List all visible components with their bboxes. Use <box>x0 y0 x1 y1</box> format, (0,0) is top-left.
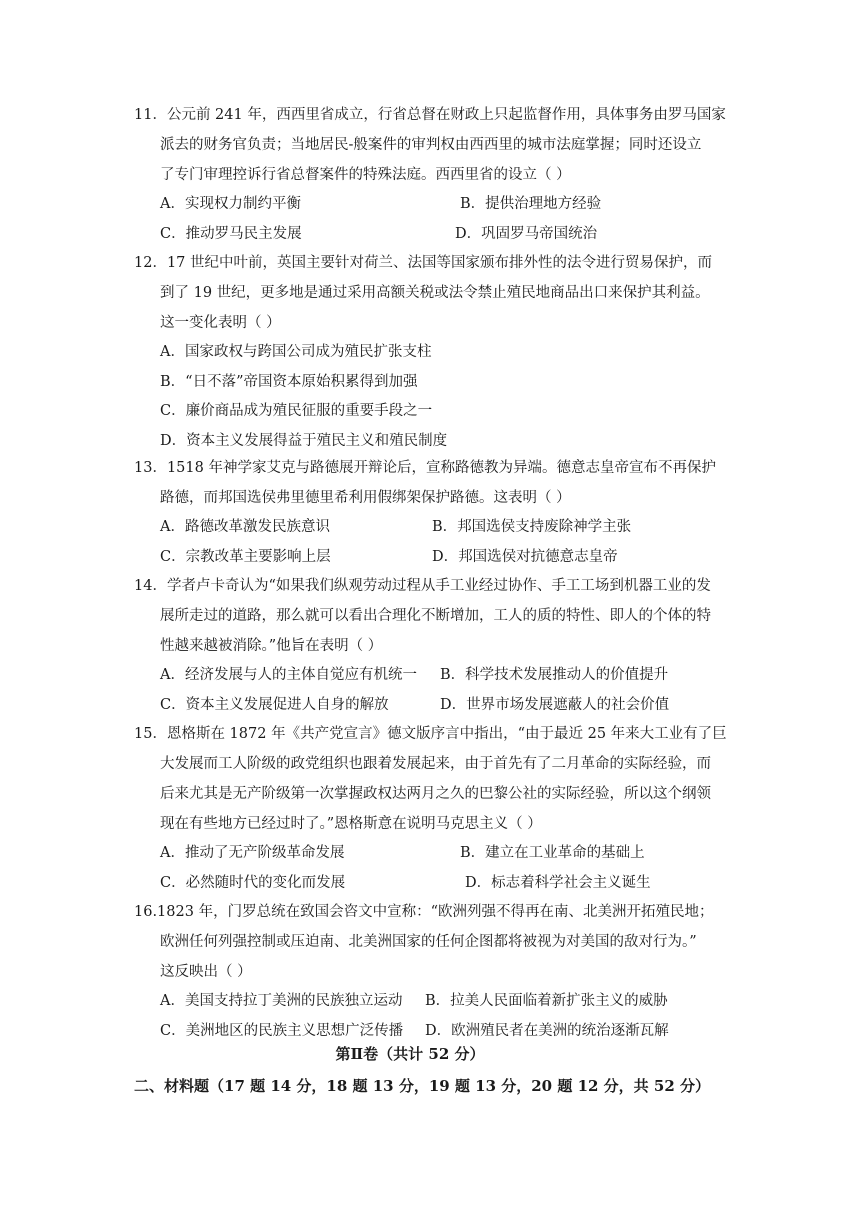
stem-line: 大发展而工人阶级的政党组织也跟着发展起来，由于首先有了二月革命的实际经验，而 <box>160 756 711 772</box>
question-12 <box>0 248 860 456</box>
option-b: B．科学技术发展推动人的价值提升 <box>440 667 669 683</box>
option-c: C．宗教改革主要影响上层 <box>160 548 331 565</box>
section-title-text: 第Ⅱ卷（共计 52 分） <box>335 1045 485 1063</box>
option-a: A．国家政权与跨国公司成为殖民扩张支柱 <box>160 344 432 360</box>
question-16 <box>0 897 860 1046</box>
options <box>0 513 860 572</box>
stem-line: 展所走过的道路，那么就可以看出合理化不断增加，工人的质的特性、即人的个体的特 <box>160 608 711 624</box>
stem-line: 现在有些地方已经过时了。”恩格斯意在说明马克思主义（ ） <box>160 816 542 832</box>
option-b: B．“日不落”帝国资本原始积累得到加强 <box>160 373 418 390</box>
stem-line: 性越来越被消除。”他旨在表明（ ） <box>160 638 383 654</box>
options <box>0 839 860 898</box>
option-d: D．邦国选侯对抗德意志皇帝 <box>432 548 618 565</box>
option-d: D．资本主义发展得益于殖民主义和殖民制度 <box>160 432 448 449</box>
options <box>0 987 860 1046</box>
question-stem <box>0 453 860 513</box>
stem-line: 这反映出（ ） <box>160 964 252 980</box>
options <box>0 190 860 249</box>
option-a: A．经济发展与人的主体自觉应有机统一 <box>160 667 417 683</box>
stem-line: 15．恩格斯在 1872 年《共产党宣言》德文版序言中指出，“由于最近 25 年来大工业有了巨 <box>134 726 727 742</box>
stem-line: 后来尤其是无产阶级第一次掌握政权达两月之久的巴黎公社的实际经验，所以这个纲领 <box>160 786 711 802</box>
question-11 <box>0 100 860 249</box>
option-d: D．巩固罗马帝国统治 <box>455 225 598 242</box>
stem-line: 16.1823 年，门罗总统在致国会咨文中宣称：“欧洲列强不得再在南、北美洲开拓殖民地； <box>134 904 714 920</box>
question-13 <box>0 453 860 572</box>
option-b: B．邦国选侯支持废除神学主张 <box>432 519 632 535</box>
question-stem <box>0 248 860 338</box>
part2-heading: 二、材料题（17 题 14 分，18 题 13 分，19 题 13 分，20 题 12 分，共 52 分） <box>134 1077 710 1095</box>
option-a: A．路德改革激发民族意识 <box>160 519 330 535</box>
stem-line: 路德，而邦国选侯弗里德里希利用假绑架保护路德。这表明（ ） <box>160 490 571 506</box>
option-a: A．推动了无产阶级革命发展 <box>160 845 345 861</box>
stem-line: 欧洲任何列强控制或压迫南、北美洲国家的任何企图都将被视为对美国的敌对行为。” <box>160 934 697 950</box>
option-c: C．美洲地区的民族主义思想广泛传播 <box>160 1022 404 1039</box>
stem-line: 了专门审理控诉行省总督案件的特殊法庭。西西里省的设立（ ） <box>160 167 571 183</box>
stem-line: 这一变化表明（ ） <box>160 315 281 331</box>
options <box>0 661 860 720</box>
stem-line: 12．17 世纪中叶前，英国主要针对荷兰、法国等国家颁布排外性的法令进行贸易保护，而 <box>134 255 713 271</box>
option-b: B．建立在工业革命的基础上 <box>460 845 645 861</box>
option-c: C．推动罗马民主发展 <box>160 225 302 242</box>
option-d: D．世界市场发展遮蔽人的社会价值 <box>440 696 670 713</box>
question-stem <box>0 571 860 661</box>
stem-line: 13．1518 年神学家艾克与路德展开辩论后，宣称路德教为异端。德意志皇帝宣布不再保护 <box>134 460 716 476</box>
stem-line: 到了 19 世纪，更多地是通过采用高额关税或法令禁止殖民地商品出口来保护其利益。 <box>160 285 710 301</box>
question-stem <box>0 100 860 190</box>
option-a: A．实现权力制约平衡 <box>160 196 301 212</box>
option-c: C．资本主义发展促进人自身的解放 <box>160 696 389 713</box>
section-title <box>0 1043 860 1064</box>
option-c: C．必然随时代的变化而发展 <box>160 874 346 891</box>
option-d: D．欧洲殖民者在美洲的统治逐渐瓦解 <box>425 1022 669 1039</box>
question-15 <box>0 719 860 898</box>
question-stem <box>0 719 860 839</box>
option-b: B．拉美人民面临着新扩张主义的威胁 <box>425 993 668 1009</box>
question-14 <box>0 571 860 720</box>
option-b: B．提供治理地方经验 <box>460 196 602 212</box>
stem-line: 11．公元前 241 年，西西里省成立，行省总督在财政上只起监督作用，具体事务由罗马国家 <box>134 107 726 123</box>
stem-line: 14．学者卢卡奇认为“如果我们纵观劳动过程从手工业经过协作、手工工场到机器工业的发 <box>134 578 711 594</box>
options <box>0 338 860 456</box>
option-a: A．美国支持拉丁美洲的民族独立运动 <box>160 993 403 1009</box>
option-d: D．标志着科学社会主义诞生 <box>465 874 651 891</box>
option-c: C．廉价商品成为殖民征服的重要手段之一 <box>160 403 433 419</box>
question-stem <box>0 897 860 987</box>
stem-line: 派去的财务官负责；当地居民-般案件的审判权由西西里的城市法庭掌握；同时还设立 <box>160 137 702 153</box>
